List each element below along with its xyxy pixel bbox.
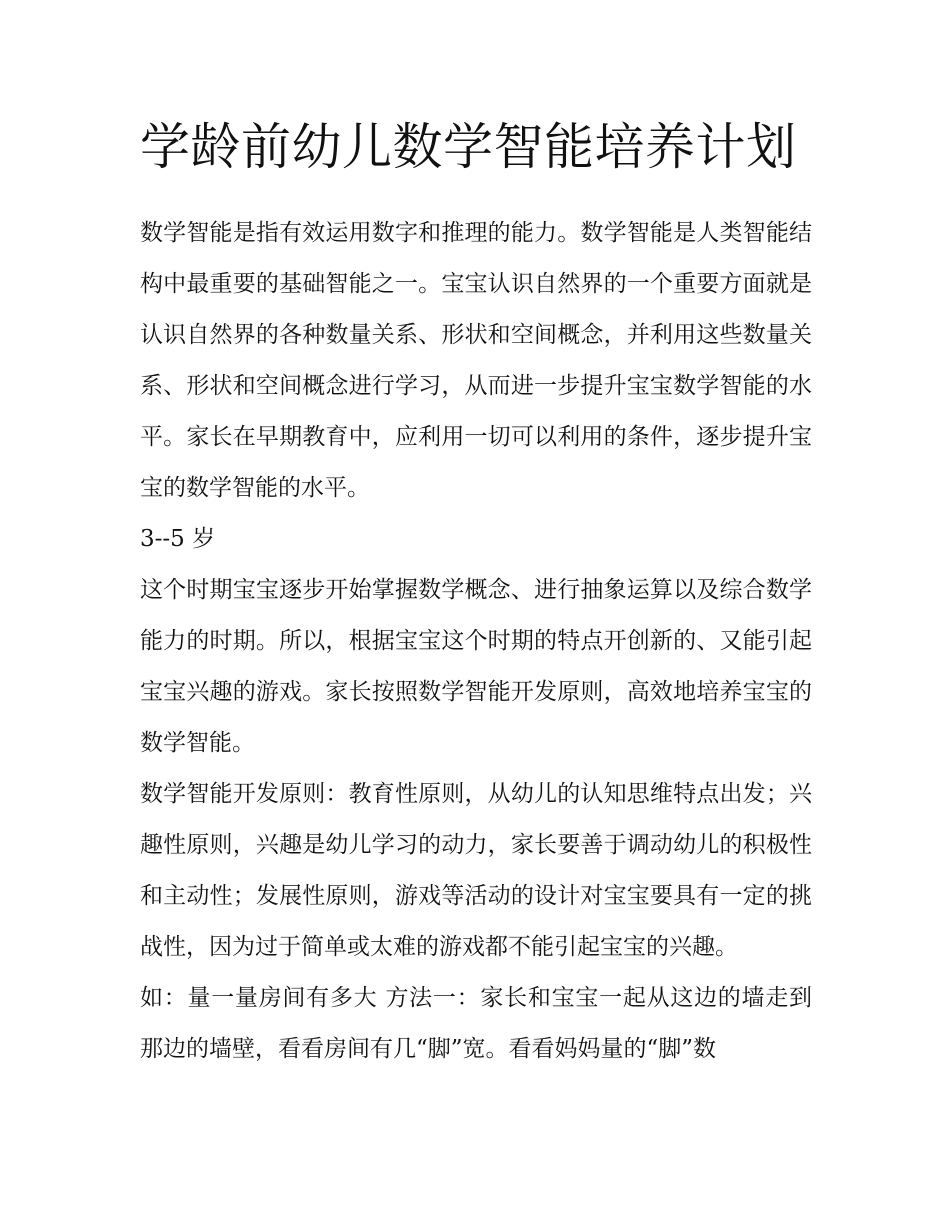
paragraph-age-description: 这个时期宝宝逐步开始掌握数学概念、进行抽象运算以及综合数学能力的时期。所以，根据宝宝这个时期的特点开创新的、又能引起宝宝兴趣的游戏。家长按照数学智能开发原则，高效地培养宝宝的数学智能。 xyxy=(140,577,812,756)
document-page xyxy=(140,112,812,1075)
document-title: 学龄前幼儿数学智能培养计划 xyxy=(140,118,797,176)
paragraph-intro: 数学智能是指有效运用数字和推理的能力。数学智能是人类智能结构中最重要的基础智能之一。宝宝认识自然界的一个重要方面就是认识自然界的各种数量关系、形状和空间概念，并利用这些数量关系、形状和空间概念进行学习，从而进一步提升宝宝数学智能的水平。家长在早期教育中，应利用一切可以利用的条件，逐步提升宝宝的数学智能的水平。 xyxy=(140,220,812,501)
paragraph-principles: 数学智能开发原则：教育性原则，从幼儿的认知思维特点出发；兴趣性原则，兴趣是幼儿学习的动力，家长要善于调动幼儿的积极性和主动性；发展性原则，游戏等活动的设计对宝宝要具有一定的挑战性，因为过于简单或太难的游戏都不能引起宝宝的兴趣。 xyxy=(140,781,812,960)
paragraph-example: 如：量一量房间有多大 方法一：家长和宝宝一起从这边的墙走到那边的墙壁，看看房间有几“脚”宽。看看妈妈量的“脚”数 xyxy=(140,985,812,1062)
paragraph-age-heading: 3--5 岁 xyxy=(140,526,216,552)
document-body xyxy=(140,208,812,1075)
